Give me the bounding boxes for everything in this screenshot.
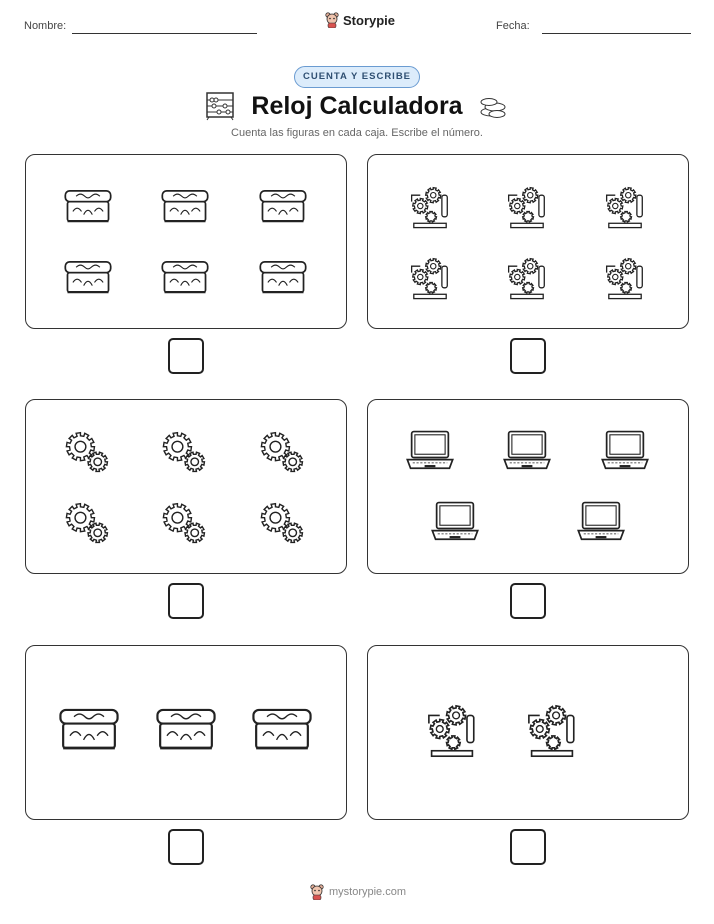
gear-machine-icon — [598, 250, 652, 304]
gears-icon — [61, 424, 115, 478]
treasure-chest-icon — [152, 695, 220, 763]
gears-icon — [256, 495, 310, 549]
gears-icon — [256, 424, 310, 478]
treasure-chest-icon — [61, 250, 115, 304]
name-label: Nombre: — [24, 20, 67, 32]
answer-box-3[interactable] — [168, 583, 204, 619]
gears-icon — [61, 495, 115, 549]
treasure-chest-icon — [256, 250, 310, 304]
footer-url: mystorypie.com — [329, 886, 407, 898]
bear-mascot-icon — [325, 12, 339, 28]
coins-icon — [477, 94, 509, 120]
instructions: Cuenta las figuras en cada caja. Escribe el número. — [231, 127, 483, 139]
date-label: Fecha: — [496, 20, 530, 32]
laptop-icon — [598, 424, 652, 478]
gear-machine-icon — [418, 695, 486, 763]
brand-name: Storypie — [343, 12, 396, 28]
gear-machine-icon — [403, 179, 457, 233]
treasure-chest-icon — [256, 179, 310, 233]
treasure-chest-icon — [158, 179, 212, 233]
date-line[interactable] — [542, 33, 691, 34]
laptop-icon — [403, 424, 457, 478]
brand-logo — [325, 12, 395, 28]
gear-machine-icon — [500, 250, 554, 304]
page-title: Reloj Calculadora — [251, 92, 463, 120]
activity-badge: CUENTA Y ESCRIBE — [294, 66, 420, 88]
gear-machine-icon — [403, 250, 457, 304]
answer-box-5[interactable] — [168, 829, 204, 865]
treasure-chest-icon — [55, 695, 123, 763]
answer-box-1[interactable] — [168, 338, 204, 374]
footer — [310, 884, 406, 900]
bear-mascot-icon — [310, 884, 324, 900]
answer-box-2[interactable] — [510, 338, 546, 374]
treasure-chest-icon — [61, 179, 115, 233]
laptop-icon — [428, 495, 482, 549]
gear-machine-icon — [598, 179, 652, 233]
gear-machine-icon — [500, 179, 554, 233]
answer-box-6[interactable] — [510, 829, 546, 865]
gear-machine-icon — [518, 695, 586, 763]
treasure-chest-icon — [248, 695, 316, 763]
treasure-chest-icon — [158, 250, 212, 304]
laptop-icon — [574, 495, 628, 549]
name-line[interactable] — [72, 33, 257, 34]
gears-icon — [158, 424, 212, 478]
gears-icon — [158, 495, 212, 549]
answer-box-4[interactable] — [510, 583, 546, 619]
laptop-icon — [500, 424, 554, 478]
